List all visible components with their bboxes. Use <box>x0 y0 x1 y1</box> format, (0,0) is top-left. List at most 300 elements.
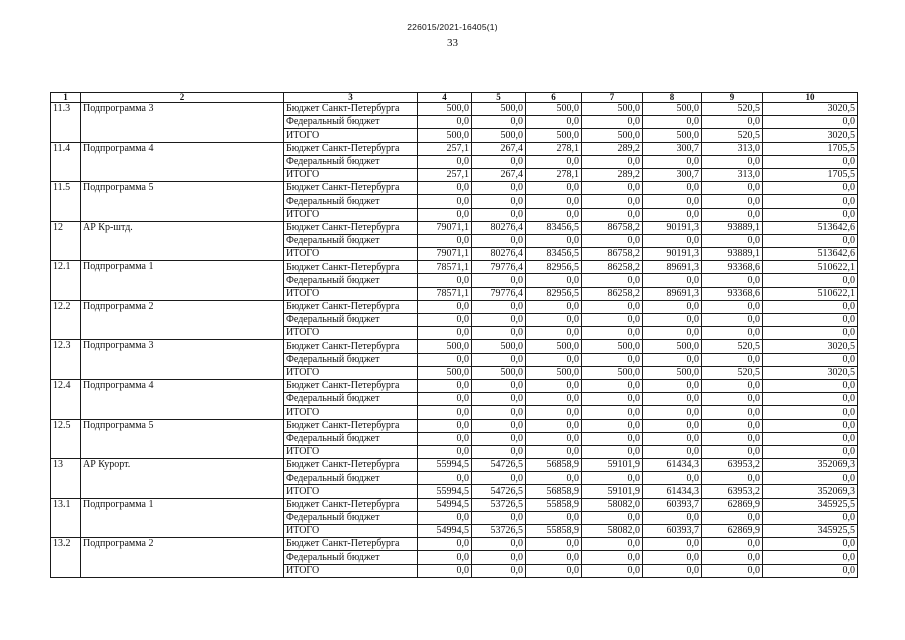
funding-source: Бюджет Санкт-Петербурга <box>284 340 418 353</box>
value-cell: 500,0 <box>472 129 526 142</box>
value-cell: 89691,3 <box>643 261 702 274</box>
value-cell: 345925,5 <box>763 498 858 511</box>
value-cell: 0,0 <box>702 208 763 221</box>
column-number-row <box>51 93 858 103</box>
value-cell: 500,0 <box>582 340 643 353</box>
value-cell: 0,0 <box>526 564 582 577</box>
value-cell: 352069,3 <box>763 485 858 498</box>
value-cell: 93889,1 <box>702 248 763 261</box>
table-row <box>51 379 858 392</box>
value-cell: 0,0 <box>472 155 526 168</box>
value-cell: 0,0 <box>418 208 472 221</box>
row-code: 11.4 <box>51 142 81 182</box>
column-header: 6 <box>526 93 582 103</box>
value-cell: 0,0 <box>472 182 526 195</box>
value-cell: 60393,7 <box>643 498 702 511</box>
value-cell: 500,0 <box>472 103 526 116</box>
funding-source: Бюджет Санкт-Петербурга <box>284 379 418 392</box>
value-cell: 0,0 <box>763 234 858 247</box>
value-cell: 79071,1 <box>418 221 472 234</box>
value-cell: 0,0 <box>582 432 643 445</box>
value-cell: 257,1 <box>418 142 472 155</box>
value-cell: 0,0 <box>763 393 858 406</box>
row-code: 13.1 <box>51 498 81 538</box>
row-code: 12.4 <box>51 379 81 419</box>
value-cell: 0,0 <box>582 406 643 419</box>
value-cell: 55994,5 <box>418 459 472 472</box>
value-cell: 54726,5 <box>472 459 526 472</box>
value-cell: 56858,9 <box>526 459 582 472</box>
value-cell: 278,1 <box>526 168 582 181</box>
value-cell: 0,0 <box>702 274 763 287</box>
value-cell: 0,0 <box>702 182 763 195</box>
value-cell: 0,0 <box>643 208 702 221</box>
value-cell: 0,0 <box>472 195 526 208</box>
funding-source: Бюджет Санкт-Петербурга <box>284 142 418 155</box>
value-cell: 0,0 <box>702 445 763 458</box>
value-cell: 56858,9 <box>526 485 582 498</box>
value-cell: 0,0 <box>582 208 643 221</box>
value-cell: 1705,5 <box>763 142 858 155</box>
value-cell: 0,0 <box>702 379 763 392</box>
value-cell: 0,0 <box>643 116 702 129</box>
value-cell: 62869,9 <box>702 525 763 538</box>
value-cell: 0,0 <box>702 432 763 445</box>
value-cell: 513642,6 <box>763 221 858 234</box>
value-cell: 0,0 <box>643 155 702 168</box>
document-id: 226015/2021-16405(1) <box>407 22 498 32</box>
value-cell: 0,0 <box>526 116 582 129</box>
table-row <box>51 103 858 116</box>
value-cell: 500,0 <box>643 340 702 353</box>
value-cell: 0,0 <box>472 274 526 287</box>
value-cell: 0,0 <box>418 379 472 392</box>
value-cell: 0,0 <box>763 274 858 287</box>
value-cell: 0,0 <box>418 432 472 445</box>
value-cell: 0,0 <box>472 314 526 327</box>
value-cell: 500,0 <box>526 366 582 379</box>
value-cell: 0,0 <box>643 353 702 366</box>
value-cell: 0,0 <box>643 182 702 195</box>
value-cell: 0,0 <box>526 419 582 432</box>
page-number: 33 <box>447 37 458 49</box>
value-cell: 0,0 <box>526 327 582 340</box>
value-cell: 0,0 <box>643 327 702 340</box>
value-cell: 54726,5 <box>472 485 526 498</box>
value-cell: 54994,5 <box>418 498 472 511</box>
value-cell: 500,0 <box>472 366 526 379</box>
value-cell: 0,0 <box>418 564 472 577</box>
value-cell: 63953,2 <box>702 459 763 472</box>
funding-source: ИТОГО <box>284 168 418 181</box>
value-cell: 86758,2 <box>582 248 643 261</box>
value-cell: 59101,9 <box>582 485 643 498</box>
value-cell: 345925,5 <box>763 525 858 538</box>
value-cell: 79776,4 <box>472 287 526 300</box>
value-cell: 0,0 <box>418 155 472 168</box>
value-cell: 0,0 <box>763 353 858 366</box>
value-cell: 0,0 <box>702 195 763 208</box>
value-cell: 500,0 <box>418 340 472 353</box>
value-cell: 0,0 <box>582 116 643 129</box>
value-cell: 0,0 <box>472 551 526 564</box>
value-cell: 352069,3 <box>763 459 858 472</box>
value-cell: 82956,5 <box>526 287 582 300</box>
value-cell: 0,0 <box>702 327 763 340</box>
value-cell: 0,0 <box>763 195 858 208</box>
value-cell: 267,4 <box>472 168 526 181</box>
funding-source: ИТОГО <box>284 406 418 419</box>
value-cell: 0,0 <box>643 432 702 445</box>
row-name: Подпрограмма 4 <box>81 142 284 182</box>
value-cell: 59101,9 <box>582 459 643 472</box>
funding-source: Бюджет Санкт-Петербурга <box>284 300 418 313</box>
value-cell: 0,0 <box>418 116 472 129</box>
table-row <box>51 459 858 472</box>
value-cell: 1705,5 <box>763 168 858 181</box>
value-cell: 300,7 <box>643 168 702 181</box>
funding-source: Федеральный бюджет <box>284 234 418 247</box>
row-name: Подпрограмма 1 <box>81 498 284 538</box>
value-cell: 0,0 <box>472 208 526 221</box>
value-cell: 0,0 <box>418 234 472 247</box>
value-cell: 500,0 <box>643 366 702 379</box>
funding-source: Федеральный бюджет <box>284 432 418 445</box>
value-cell: 0,0 <box>526 274 582 287</box>
value-cell: 0,0 <box>418 419 472 432</box>
value-cell: 520,5 <box>702 340 763 353</box>
value-cell: 0,0 <box>526 393 582 406</box>
value-cell: 0,0 <box>643 195 702 208</box>
column-header: 8 <box>643 93 702 103</box>
value-cell: 0,0 <box>763 379 858 392</box>
value-cell: 0,0 <box>643 472 702 485</box>
value-cell: 55994,5 <box>418 485 472 498</box>
value-cell: 0,0 <box>526 406 582 419</box>
value-cell: 520,5 <box>702 366 763 379</box>
value-cell: 0,0 <box>472 564 526 577</box>
column-header: 1 <box>51 93 81 103</box>
value-cell: 0,0 <box>643 300 702 313</box>
value-cell: 0,0 <box>472 511 526 524</box>
value-cell: 0,0 <box>582 300 643 313</box>
value-cell: 0,0 <box>582 472 643 485</box>
funding-source: Федеральный бюджет <box>284 116 418 129</box>
value-cell: 0,0 <box>763 511 858 524</box>
value-cell: 0,0 <box>643 406 702 419</box>
value-cell: 0,0 <box>702 564 763 577</box>
value-cell: 0,0 <box>526 432 582 445</box>
value-cell: 0,0 <box>763 155 858 168</box>
table-row <box>51 498 858 511</box>
value-cell: 55858,9 <box>526 525 582 538</box>
value-cell: 83456,5 <box>526 248 582 261</box>
value-cell: 0,0 <box>472 353 526 366</box>
value-cell: 54994,5 <box>418 525 472 538</box>
value-cell: 0,0 <box>582 155 643 168</box>
value-cell: 510622,1 <box>763 261 858 274</box>
value-cell: 0,0 <box>418 551 472 564</box>
value-cell: 0,0 <box>472 445 526 458</box>
value-cell: 58082,0 <box>582 498 643 511</box>
value-cell: 313,0 <box>702 142 763 155</box>
funding-source: Федеральный бюджет <box>284 155 418 168</box>
value-cell: 513642,6 <box>763 248 858 261</box>
value-cell: 0,0 <box>418 300 472 313</box>
funding-source: Бюджет Санкт-Петербурга <box>284 221 418 234</box>
value-cell: 55858,9 <box>526 498 582 511</box>
funding-source: ИТОГО <box>284 208 418 221</box>
funding-source: Федеральный бюджет <box>284 274 418 287</box>
value-cell: 0,0 <box>643 511 702 524</box>
value-cell: 0,0 <box>702 419 763 432</box>
value-cell: 0,0 <box>702 406 763 419</box>
value-cell: 82956,5 <box>526 261 582 274</box>
value-cell: 53726,5 <box>472 498 526 511</box>
value-cell: 83456,5 <box>526 221 582 234</box>
value-cell: 93889,1 <box>702 221 763 234</box>
value-cell: 3020,5 <box>763 103 858 116</box>
funding-source: Бюджет Санкт-Петербурга <box>284 261 418 274</box>
value-cell: 0,0 <box>702 538 763 551</box>
value-cell: 0,0 <box>582 551 643 564</box>
funding-source: ИТОГО <box>284 287 418 300</box>
value-cell: 78571,1 <box>418 261 472 274</box>
value-cell: 0,0 <box>526 472 582 485</box>
value-cell: 0,0 <box>582 314 643 327</box>
value-cell: 0,0 <box>763 564 858 577</box>
value-cell: 0,0 <box>702 155 763 168</box>
value-cell: 0,0 <box>472 379 526 392</box>
value-cell: 0,0 <box>702 511 763 524</box>
value-cell: 0,0 <box>643 393 702 406</box>
value-cell: 0,0 <box>472 432 526 445</box>
column-header: 4 <box>418 93 472 103</box>
value-cell: 0,0 <box>472 393 526 406</box>
value-cell: 0,0 <box>526 182 582 195</box>
value-cell: 0,0 <box>763 116 858 129</box>
value-cell: 0,0 <box>643 314 702 327</box>
row-name: Подпрограмма 5 <box>81 419 284 459</box>
value-cell: 500,0 <box>582 103 643 116</box>
row-code: 12.5 <box>51 419 81 459</box>
value-cell: 289,2 <box>582 168 643 181</box>
value-cell: 0,0 <box>643 538 702 551</box>
value-cell: 0,0 <box>472 234 526 247</box>
row-name: Подпрограмма 2 <box>81 300 284 340</box>
value-cell: 0,0 <box>526 300 582 313</box>
value-cell: 0,0 <box>763 182 858 195</box>
column-header: 7 <box>582 93 643 103</box>
value-cell: 61434,3 <box>643 459 702 472</box>
value-cell: 0,0 <box>526 155 582 168</box>
value-cell: 510622,1 <box>763 287 858 300</box>
funding-source: Федеральный бюджет <box>284 353 418 366</box>
table-row <box>51 221 858 234</box>
value-cell: 500,0 <box>643 129 702 142</box>
value-cell: 0,0 <box>702 314 763 327</box>
value-cell: 0,0 <box>526 353 582 366</box>
row-code: 12.2 <box>51 300 81 340</box>
value-cell: 0,0 <box>702 234 763 247</box>
value-cell: 0,0 <box>472 419 526 432</box>
value-cell: 78571,1 <box>418 287 472 300</box>
funding-source: Федеральный бюджет <box>284 511 418 524</box>
value-cell: 257,1 <box>418 168 472 181</box>
funding-source: ИТОГО <box>284 485 418 498</box>
value-cell: 53726,5 <box>472 525 526 538</box>
value-cell: 313,0 <box>702 168 763 181</box>
value-cell: 0,0 <box>702 300 763 313</box>
value-cell: 0,0 <box>582 195 643 208</box>
value-cell: 0,0 <box>643 564 702 577</box>
column-header: 5 <box>472 93 526 103</box>
value-cell: 0,0 <box>643 445 702 458</box>
value-cell: 500,0 <box>418 103 472 116</box>
value-cell: 79071,1 <box>418 248 472 261</box>
value-cell: 278,1 <box>526 142 582 155</box>
funding-source: ИТОГО <box>284 327 418 340</box>
row-name: Подпрограмма 5 <box>81 182 284 222</box>
table-body <box>51 103 858 578</box>
value-cell: 500,0 <box>526 340 582 353</box>
value-cell: 500,0 <box>418 129 472 142</box>
value-cell: 0,0 <box>472 116 526 129</box>
value-cell: 500,0 <box>526 103 582 116</box>
funding-source: Бюджет Санкт-Петербурга <box>284 182 418 195</box>
value-cell: 86258,2 <box>582 261 643 274</box>
value-cell: 0,0 <box>702 393 763 406</box>
table-row <box>51 300 858 313</box>
value-cell: 0,0 <box>418 472 472 485</box>
value-cell: 500,0 <box>526 129 582 142</box>
value-cell: 0,0 <box>763 314 858 327</box>
value-cell: 520,5 <box>702 129 763 142</box>
value-cell: 62869,9 <box>702 498 763 511</box>
funding-source: ИТОГО <box>284 366 418 379</box>
value-cell: 0,0 <box>418 445 472 458</box>
value-cell: 0,0 <box>582 511 643 524</box>
row-code: 11.3 <box>51 103 81 143</box>
funding-source: Федеральный бюджет <box>284 314 418 327</box>
value-cell: 0,0 <box>763 538 858 551</box>
value-cell: 80276,4 <box>472 248 526 261</box>
value-cell: 3020,5 <box>763 366 858 379</box>
value-cell: 80276,4 <box>472 221 526 234</box>
value-cell: 63953,2 <box>702 485 763 498</box>
value-cell: 500,0 <box>582 366 643 379</box>
table-row <box>51 142 858 155</box>
value-cell: 0,0 <box>643 419 702 432</box>
value-cell: 0,0 <box>763 406 858 419</box>
value-cell: 61434,3 <box>643 485 702 498</box>
table-row <box>51 261 858 274</box>
value-cell: 0,0 <box>418 511 472 524</box>
value-cell: 0,0 <box>526 195 582 208</box>
value-cell: 0,0 <box>763 472 858 485</box>
column-header: 2 <box>81 93 284 103</box>
value-cell: 0,0 <box>526 314 582 327</box>
value-cell: 0,0 <box>763 551 858 564</box>
value-cell: 500,0 <box>643 103 702 116</box>
value-cell: 0,0 <box>526 234 582 247</box>
row-name: Подпрограмма 4 <box>81 379 284 419</box>
value-cell: 0,0 <box>472 472 526 485</box>
row-code: 13 <box>51 459 81 499</box>
row-code: 12.3 <box>51 340 81 380</box>
row-code: 11.5 <box>51 182 81 222</box>
row-name: Подпрограмма 1 <box>81 261 284 301</box>
funding-source: Федеральный бюджет <box>284 472 418 485</box>
value-cell: 0,0 <box>418 393 472 406</box>
value-cell: 520,5 <box>702 103 763 116</box>
funding-source: ИТОГО <box>284 248 418 261</box>
row-name: Подпрограмма 3 <box>81 103 284 143</box>
value-cell: 0,0 <box>472 327 526 340</box>
budget-table <box>50 92 858 578</box>
value-cell: 0,0 <box>702 472 763 485</box>
value-cell: 0,0 <box>526 208 582 221</box>
value-cell: 0,0 <box>643 379 702 392</box>
value-cell: 0,0 <box>418 538 472 551</box>
value-cell: 0,0 <box>582 538 643 551</box>
value-cell: 0,0 <box>702 353 763 366</box>
value-cell: 0,0 <box>526 445 582 458</box>
value-cell: 0,0 <box>763 445 858 458</box>
value-cell: 0,0 <box>763 432 858 445</box>
row-code: 13.2 <box>51 538 81 578</box>
value-cell: 93368,6 <box>702 287 763 300</box>
value-cell: 93368,6 <box>702 261 763 274</box>
value-cell: 0,0 <box>582 327 643 340</box>
value-cell: 0,0 <box>582 445 643 458</box>
value-cell: 0,0 <box>418 327 472 340</box>
value-cell: 89691,3 <box>643 287 702 300</box>
value-cell: 0,0 <box>526 511 582 524</box>
column-header: 3 <box>284 93 418 103</box>
value-cell: 0,0 <box>418 353 472 366</box>
value-cell: 60393,7 <box>643 525 702 538</box>
value-cell: 0,0 <box>526 551 582 564</box>
value-cell: 0,0 <box>643 274 702 287</box>
value-cell: 58082,0 <box>582 525 643 538</box>
value-cell: 0,0 <box>582 274 643 287</box>
value-cell: 267,4 <box>472 142 526 155</box>
value-cell: 500,0 <box>582 129 643 142</box>
value-cell: 0,0 <box>582 393 643 406</box>
value-cell: 0,0 <box>472 300 526 313</box>
table-row <box>51 182 858 195</box>
value-cell: 300,7 <box>643 142 702 155</box>
value-cell: 79776,4 <box>472 261 526 274</box>
value-cell: 3020,5 <box>763 340 858 353</box>
value-cell: 0,0 <box>526 538 582 551</box>
funding-source: Бюджет Санкт-Петербурга <box>284 103 418 116</box>
value-cell: 500,0 <box>418 366 472 379</box>
value-cell: 0,0 <box>582 182 643 195</box>
funding-source: Бюджет Санкт-Петербурга <box>284 419 418 432</box>
row-name: АР Кр-штд. <box>81 221 284 261</box>
funding-source: Федеральный бюджет <box>284 195 418 208</box>
value-cell: 0,0 <box>472 406 526 419</box>
value-cell: 500,0 <box>472 340 526 353</box>
value-cell: 0,0 <box>472 538 526 551</box>
row-code: 12 <box>51 221 81 261</box>
value-cell: 0,0 <box>643 234 702 247</box>
funding-source: ИТОГО <box>284 564 418 577</box>
value-cell: 0,0 <box>763 419 858 432</box>
value-cell: 0,0 <box>702 116 763 129</box>
